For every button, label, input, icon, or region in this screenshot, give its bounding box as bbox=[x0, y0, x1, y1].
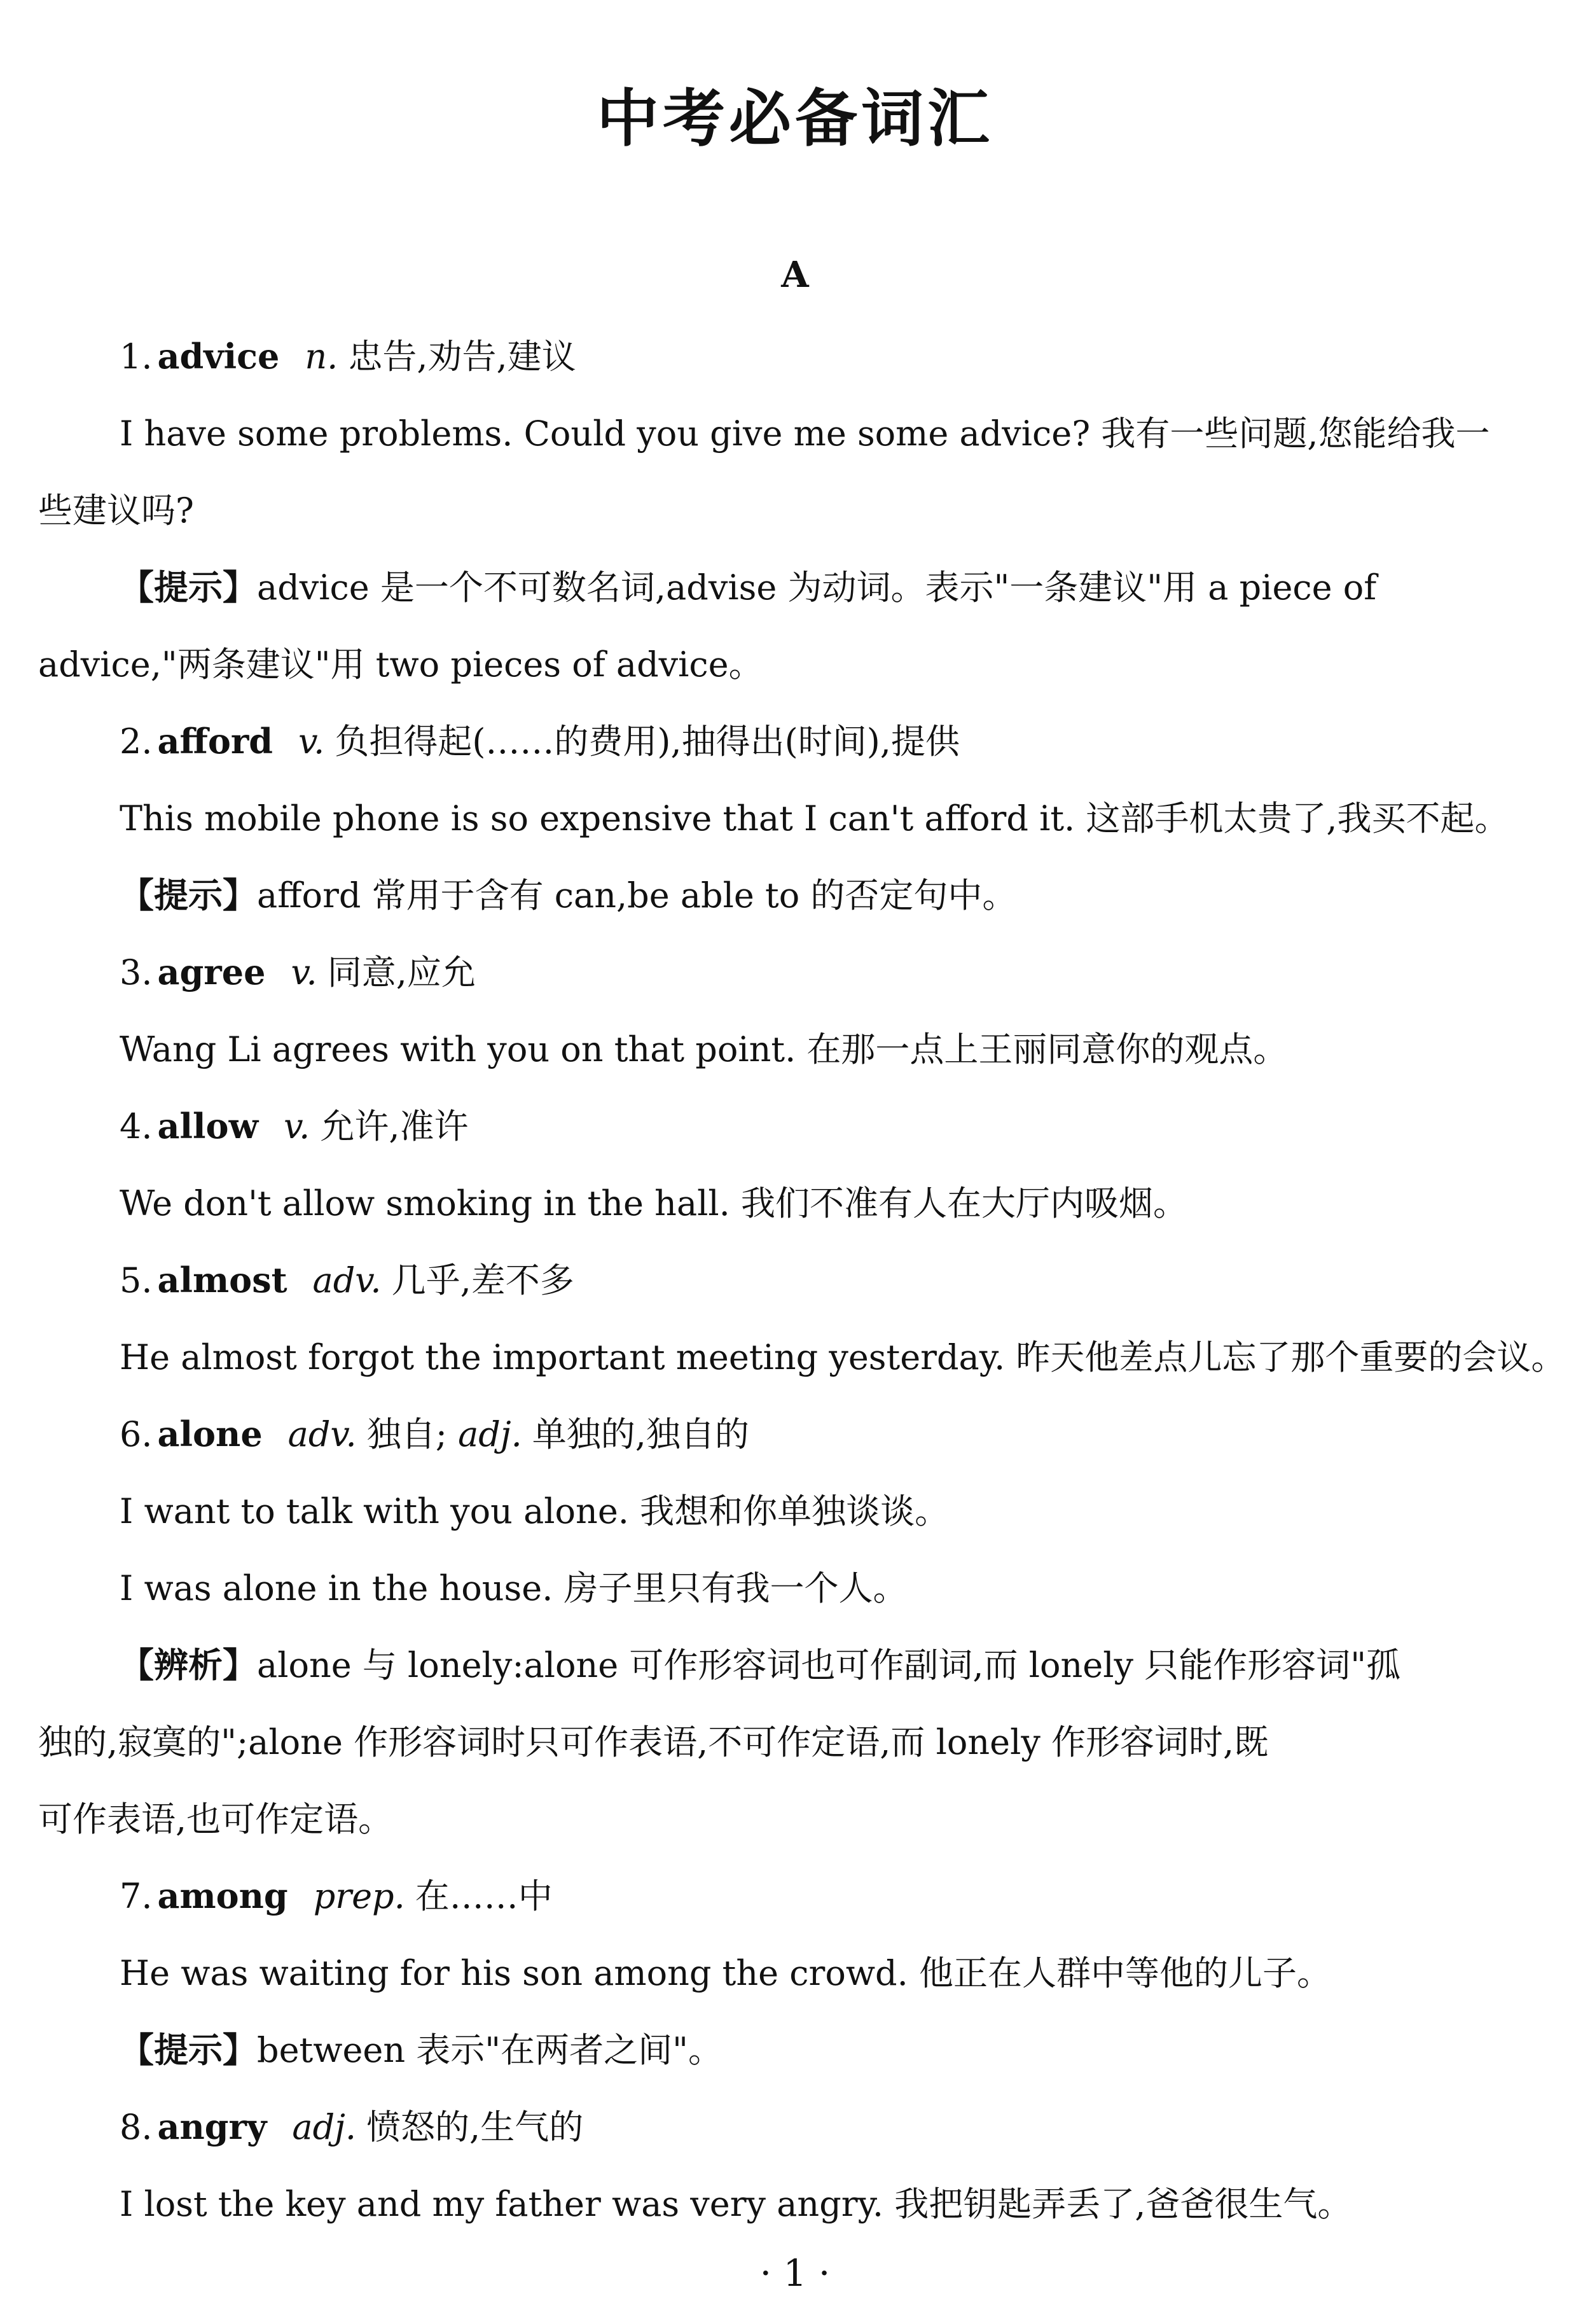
entry-example: I have some problems. Could you give me some advice? 我有一些问题,您能给我一 bbox=[120, 414, 1490, 454]
tip-tag: 【提示】 bbox=[120, 567, 257, 608]
entry-example: I lost the key and my father was very angry. 我把钥匙弄丢了,爸爸很生气。 bbox=[120, 2184, 1352, 2224]
entry-meaning: 允许,准许 bbox=[320, 1106, 469, 1146]
entry-tip-continued: 可作表语,也可作定语。 bbox=[38, 1799, 393, 1839]
entry-meaning: 在……中 bbox=[415, 1876, 553, 1916]
entry-headword-line bbox=[38, 1858, 1552, 1935]
entry-meaning: 愤怒的,生气的 bbox=[366, 2107, 584, 2147]
entry-number: 7. bbox=[120, 1876, 153, 1916]
entry-example: We don't allow smoking in the hall. 我们不准有人在大厅内吸烟。 bbox=[120, 1183, 1188, 1223]
tip-tag: 【辨析】 bbox=[120, 1645, 257, 1685]
entry-word: agree bbox=[157, 952, 266, 992]
entry-pos: adv. bbox=[287, 1414, 357, 1454]
entry-word: allow bbox=[157, 1106, 259, 1146]
entry-tip bbox=[38, 2012, 1552, 2089]
entry-example-continued: 些建议吗? bbox=[38, 491, 194, 531]
entry-example: He was waiting for his son among the crowd. 他正在人群中等他的儿子。 bbox=[120, 1953, 1331, 1993]
entry-pos: v. bbox=[291, 952, 317, 992]
entry-word: almost bbox=[157, 1260, 287, 1300]
entry-number: 6. bbox=[120, 1414, 153, 1454]
tip-tag: 【提示】 bbox=[120, 2030, 257, 2070]
entry-meaning: 几乎,差不多 bbox=[391, 1260, 574, 1300]
entry-pos-2: adj. bbox=[458, 1414, 522, 1454]
entry-word: advice bbox=[157, 336, 280, 377]
tip-tag: 【提示】 bbox=[120, 875, 257, 915]
tip-text: afford 常用于含有 can,be able to 的否定句中。 bbox=[257, 875, 1017, 915]
entry-tip bbox=[38, 1627, 1552, 1704]
entry-meaning: 独自; bbox=[366, 1414, 447, 1454]
page-number: · 1 · bbox=[759, 2251, 831, 2295]
section-letter: A bbox=[781, 254, 809, 296]
entry-headword-line bbox=[38, 318, 1552, 395]
entry-tip-continued: advice,"两条建议"用 two pieces of advice。 bbox=[38, 644, 763, 685]
entry-word: among bbox=[157, 1875, 288, 1916]
entry-example: This mobile phone is so expensive that I can't afford it. 这部手机太贵了,我买不起。 bbox=[120, 798, 1509, 838]
entry-headword-line bbox=[38, 703, 1552, 780]
entry-pos: v. bbox=[284, 1106, 310, 1146]
entry-pos: adv. bbox=[312, 1260, 382, 1300]
tip-text: advice 是一个不可数名词,advise 为动词。表示"一条建议"用 a piece of bbox=[257, 567, 1377, 608]
tip-text: between 表示"在两者之间"。 bbox=[257, 2030, 722, 2070]
entry-pos: v. bbox=[298, 721, 325, 762]
entry-number: 5. bbox=[120, 1260, 153, 1300]
page-title: 中考必备词汇 bbox=[596, 83, 993, 155]
entry-number: 2. bbox=[120, 721, 153, 762]
entry-pos: adj. bbox=[292, 2107, 357, 2147]
vocabulary-list bbox=[38, 318, 1566, 2243]
entry-headword-line bbox=[38, 1242, 1552, 1319]
entry-number: 8. bbox=[120, 2107, 153, 2147]
entry-example: He almost forgot the important meeting yesterday. 昨天他差点儿忘了那个重要的会议。 bbox=[120, 1337, 1566, 1377]
entry-headword-line bbox=[38, 1088, 1552, 1165]
entry-word: alone bbox=[157, 1414, 263, 1454]
entry-tip-continued: 独的,寂寞的";alone 作形容词时只可作表语,不可作定语,而 lonely 作形容词时,既 bbox=[38, 1722, 1269, 1762]
entry-meaning: 负担得起(……的费用),抽得出(时间),提供 bbox=[335, 721, 960, 762]
entry-headword-line bbox=[38, 2089, 1552, 2166]
tip-text: alone 与 lonely:alone 可作形容词也可作副词,而 lonely 只能作形容词"孤 bbox=[257, 1645, 1401, 1685]
entry-word: afford bbox=[157, 721, 273, 762]
entry-number: 3. bbox=[120, 952, 153, 992]
entry-example-2: I was alone in the house. 房子里只有我一个人。 bbox=[120, 1568, 908, 1608]
entry-word: angry bbox=[157, 2106, 267, 2147]
entry-headword-line bbox=[38, 934, 1552, 1011]
entry-example: Wang Li agrees with you on that point. 在那一点上王丽同意你的观点。 bbox=[120, 1029, 1288, 1069]
entry-meaning: 同意,应允 bbox=[327, 952, 476, 992]
entry-meaning: 忠告,劝告,建议 bbox=[348, 337, 576, 377]
entry-headword-line bbox=[38, 1396, 1552, 1473]
entry-tip bbox=[38, 549, 1552, 626]
entry-number: 4. bbox=[120, 1106, 153, 1146]
entry-meaning-2: 单独的,独自的 bbox=[532, 1414, 749, 1454]
entry-tip bbox=[38, 857, 1552, 934]
entry-example: I want to talk with you alone. 我想和你单独谈谈。 bbox=[120, 1491, 950, 1531]
entry-pos: n. bbox=[305, 337, 338, 377]
entry-number: 1. bbox=[120, 337, 153, 377]
entry-pos: prep. bbox=[313, 1876, 405, 1916]
